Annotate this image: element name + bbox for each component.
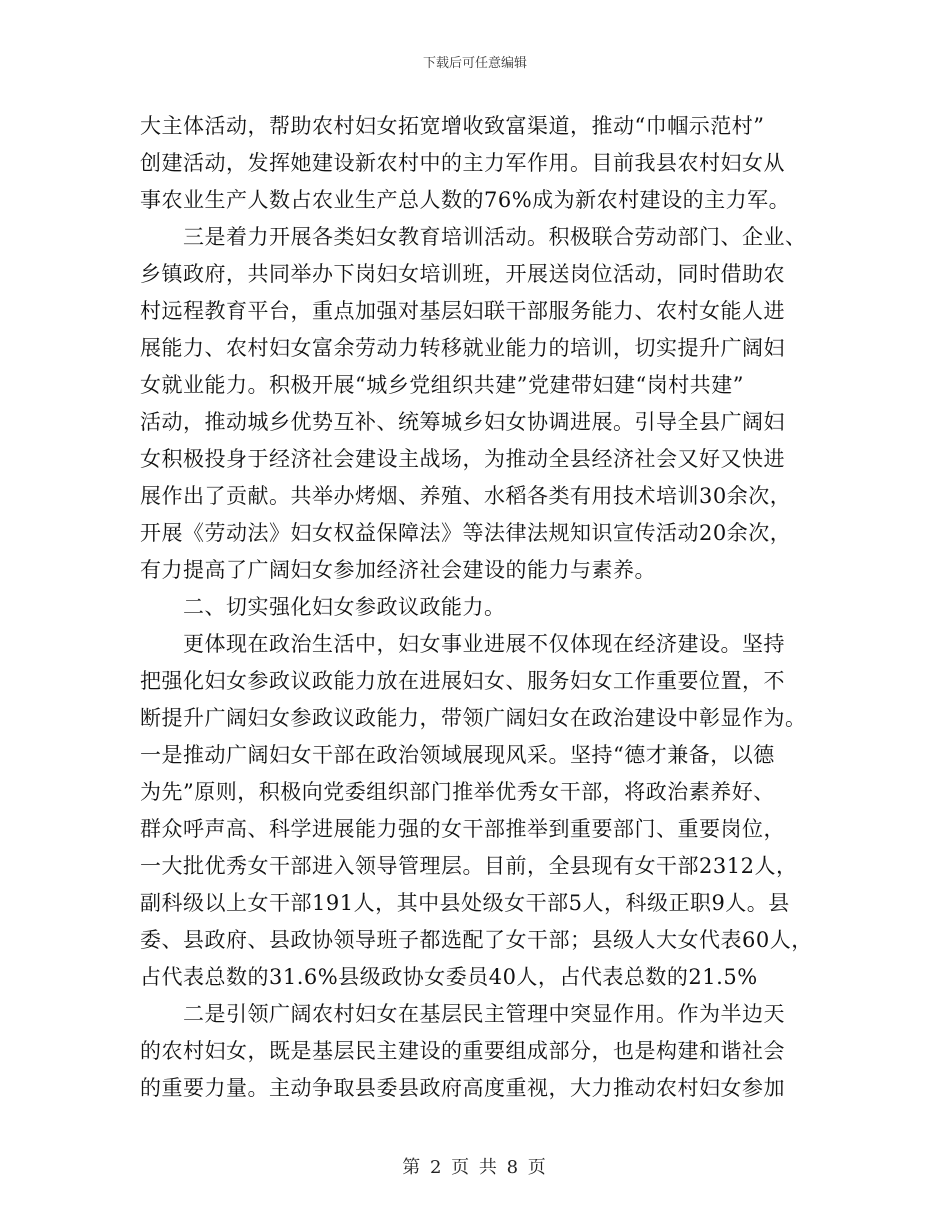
- text-line: 事农业生产人数占农业生产总人数的76%成为新农村建设的主力军。: [140, 188, 791, 212]
- section-heading: 二、切实强化妇女参政议政能力。: [140, 595, 506, 619]
- text-line: 开展《劳动法》妇女权益保障法》等法律法规知识宣传活动20余次，: [140, 521, 792, 545]
- document-body: [140, 108, 820, 1107]
- text-line: 二是引领广阔农村妇女在基层民主管理中突显作用。作为半边天: [140, 1002, 785, 1026]
- text-line: 的农村妇女，既是基层民主建设的重要组成部分，也是构建和谐社会: [140, 1039, 785, 1063]
- text-line: 把强化妇女参政议政能力放在进展妇女、服务妇女工作重要位置，不: [140, 669, 785, 693]
- page-header: 下载后可任意编辑: [422, 56, 527, 71]
- text-line: 占代表总数的31.6%县级政协女委员40人，占代表总数的21.5%: [140, 965, 758, 989]
- text-line: 大主体活动，帮助农村妇女拓宽增收致富渠道，推动“巾帼示范村”: [140, 114, 765, 138]
- text-line: 群众呼声高、科学进展能力强的女干部推举到重要部门、重要岗位，: [140, 817, 785, 841]
- text-line: 女就业能力。积极开展“城乡党组织共建”党建带妇建“岗村共建”: [140, 373, 744, 397]
- text-line: 展作出了贡献。共举办烤烟、养殖、水稻各类有用技术培训30余次，: [140, 484, 792, 508]
- text-line: 展能力、农村妇女富余劳动力转移就业能力的培训，切实提升广阔妇: [140, 336, 785, 360]
- text-line: 三是着力开展各类妇女教育培训活动。积极联合劳动部门、企业、: [140, 225, 807, 249]
- text-line: 女积极投身于经济社会建设主战场，为推动全县经济社会又好又快进: [140, 447, 785, 471]
- text-line: 的重要力量。主动争取县委县政府高度重视，大力推动农村妇女参加: [140, 1076, 785, 1100]
- text-line: 活动，推动城乡优势互补、统筹城乡妇女协调进展。引导全县广阔妇: [140, 410, 785, 434]
- text-line: 一是推动广阔妇女干部在政治领域展现风采。坚持“德才兼备，以德: [140, 743, 775, 767]
- text-line: 更体现在政治生活中，妇女事业进展不仅体现在经济建设。坚持: [140, 632, 785, 656]
- text-line: 委、县政府、县政协领导班子都选配了女干部；县级人大女代表60人，: [140, 928, 813, 952]
- text-line: 断提升广阔妇女参政议政能力，带领广阔妇女在政治建设中彰显作为。: [140, 706, 807, 730]
- page-number-footer: 第 2 页 共 8 页: [402, 1157, 548, 1178]
- text-line: 村远程教育平台，重点加强对基层妇联干部服务能力、农村女能人进: [140, 299, 785, 323]
- text-line: 有力提高了广阔妇女参加经济社会建设的能力与素养。: [140, 558, 656, 582]
- text-line: 副科级以上女干部191人，其中县处级女干部5人，科级正职9人。县: [140, 891, 790, 915]
- text-line: 为先”原则，积极向党委组织部门推举优秀女干部，将政治素养好、: [140, 780, 775, 804]
- text-line: 一大批优秀女干部进入领导管理层。目前，全县现有女干部2312人，: [140, 854, 798, 878]
- text-line: 乡镇政府，共同举办下岗妇女培训班，开展送岗位活动，同时借助农: [140, 262, 785, 286]
- text-line: 创建活动，发挥她建设新农村中的主力军作用。目前我县农村妇女从: [140, 151, 785, 175]
